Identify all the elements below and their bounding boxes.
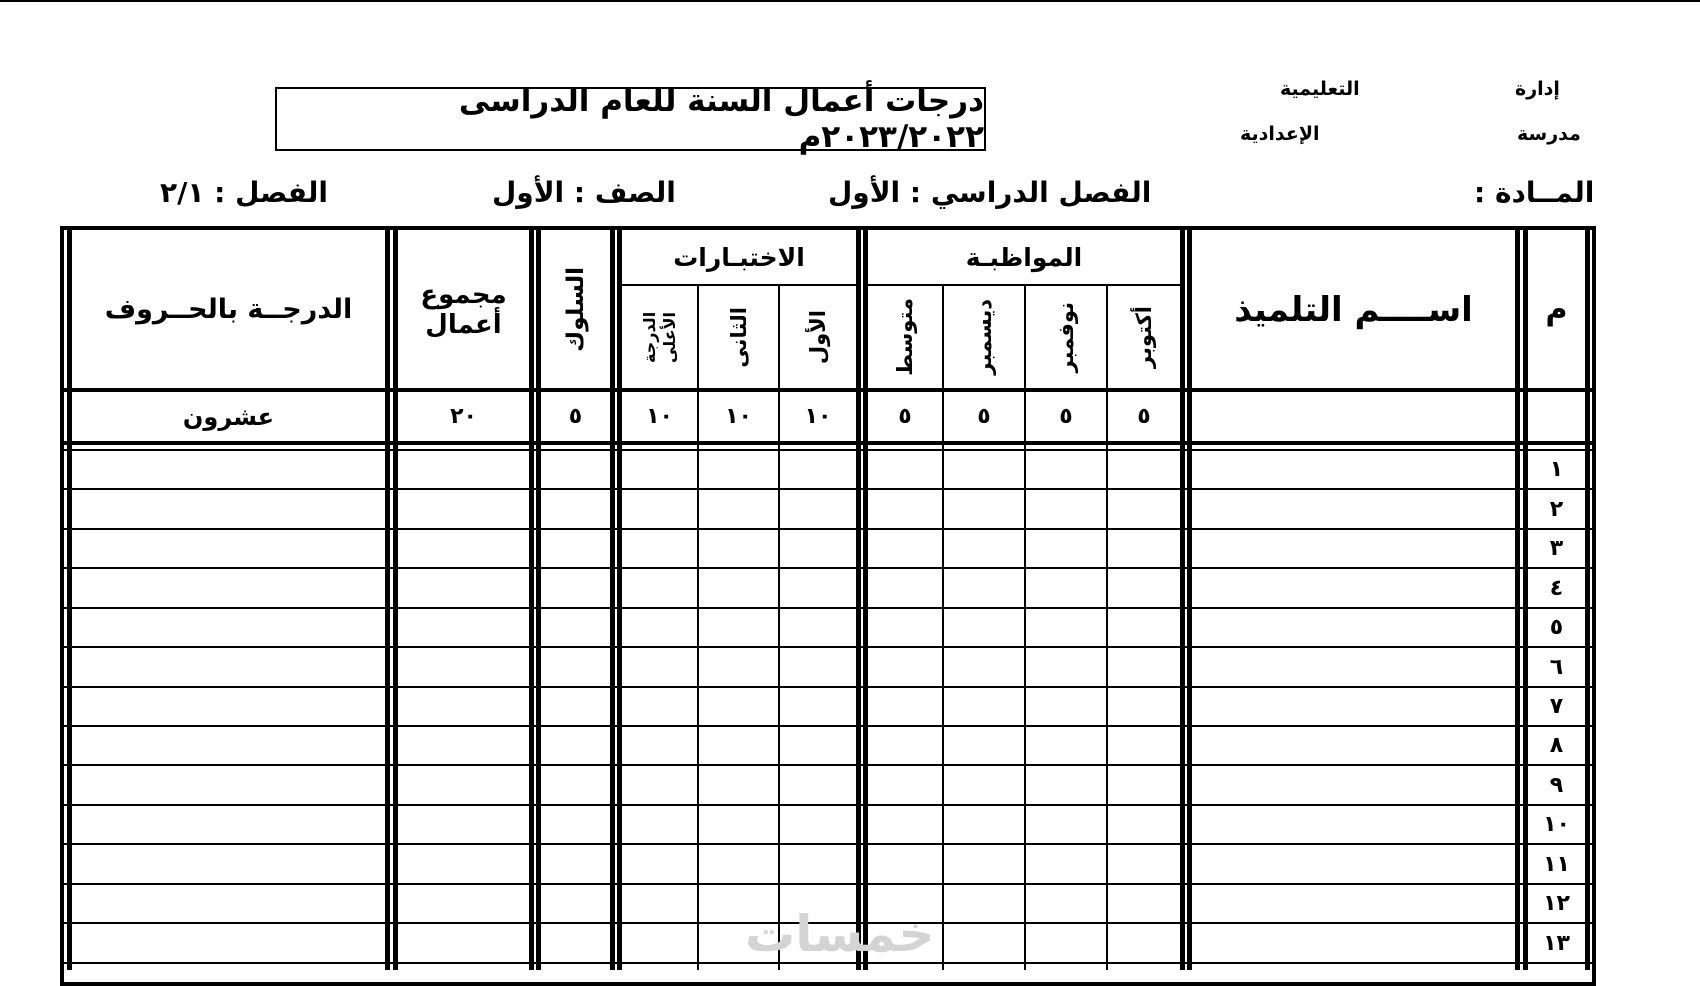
row-divider	[64, 607, 1592, 609]
col-header-average: متوسط	[893, 298, 917, 376]
max-grade-in-letters: عشرون	[182, 402, 275, 431]
col-border	[1585, 230, 1590, 970]
row-divider	[64, 843, 1592, 845]
row-number: ١٢	[1543, 891, 1570, 916]
school-label: مدرسة	[1517, 123, 1581, 145]
row-number: ٧	[1549, 694, 1564, 719]
col-border	[1180, 230, 1185, 970]
col-header-total-line2: أعمال	[425, 309, 502, 340]
row-number: ٨	[1549, 733, 1564, 758]
max-november: ٥	[1059, 404, 1073, 429]
row-divider	[64, 764, 1592, 766]
col-border	[1515, 230, 1520, 970]
col-header-student-name: اســــم التلميذ	[1234, 289, 1473, 330]
watermark: خمسات	[745, 905, 935, 963]
col-header-number: م	[1545, 292, 1568, 327]
max-average: ٥	[898, 404, 912, 429]
row-divider	[64, 883, 1592, 885]
row-number: ٢	[1549, 496, 1564, 522]
term-label: الفصل الدراسي : الأول	[828, 176, 1152, 209]
row-number: ٦	[1549, 654, 1564, 680]
col-border	[856, 230, 861, 970]
col-border	[610, 230, 615, 970]
top-rule	[0, 0, 1700, 2]
group-header-attendance: المواظبـة	[965, 243, 1083, 272]
class-label: الفصل : ٢/١	[160, 176, 328, 209]
row-divider	[64, 488, 1592, 490]
col-header-test-second: الثانى	[726, 306, 751, 368]
col-header-test-first: الأول	[806, 309, 830, 365]
max-december: ٥	[977, 404, 991, 429]
row-divider	[64, 686, 1592, 688]
max-test-second: ١٠	[725, 404, 752, 429]
group-header-tests: الاختبـارات	[673, 243, 805, 272]
col-header-behavior: السلوك	[562, 267, 589, 352]
row-number: ٣	[1549, 536, 1564, 561]
admin-label: إدارة	[1515, 78, 1560, 100]
row-number: ٥	[1549, 615, 1564, 640]
row-divider	[64, 725, 1592, 727]
row-number: ١٠	[1543, 812, 1570, 837]
col-border	[385, 230, 390, 970]
row-number: ٤	[1549, 575, 1564, 601]
max-total: ٢٠	[450, 404, 477, 429]
row-divider	[64, 804, 1592, 806]
col-header-highest-grade: الدرجة الأعلى	[639, 311, 679, 363]
max-highest-grade: ١٠	[646, 404, 673, 429]
admin-value: التعليمية	[1280, 78, 1360, 100]
row-number: ٩	[1549, 772, 1564, 798]
col-header-total	[398, 231, 529, 388]
row-divider	[64, 449, 1592, 451]
subject-label: المــادة :	[1474, 176, 1595, 209]
col-header-november: نوفمبر	[1054, 301, 1078, 373]
max-october: ٥	[1137, 404, 1151, 429]
max-test-first: ١٠	[804, 404, 832, 429]
school-value: الإعدادية	[1240, 123, 1320, 145]
grade-label: الصف : الأول	[492, 176, 676, 209]
row-number: ١	[1549, 457, 1564, 482]
col-header-total-line1: مجموع	[420, 279, 507, 310]
col-header-grade-in-letters: الدرجــة بالحــروف	[104, 294, 353, 325]
page-title: درجات أعمال السنة للعام الدراسى ٢٠٢٣/٢٠٢٢م	[275, 87, 986, 151]
col-header-december: ديسمبر	[972, 299, 996, 375]
row-divider	[64, 646, 1592, 648]
row-number: ١١	[1543, 851, 1570, 877]
max-row-divider	[60, 441, 1596, 445]
col-header-october: أكتوبر	[1132, 305, 1156, 369]
row-number: ١٣	[1543, 930, 1570, 956]
row-divider	[64, 567, 1592, 569]
col-border	[529, 230, 534, 970]
row-divider	[64, 528, 1592, 530]
max-behavior: ٥	[568, 404, 583, 429]
